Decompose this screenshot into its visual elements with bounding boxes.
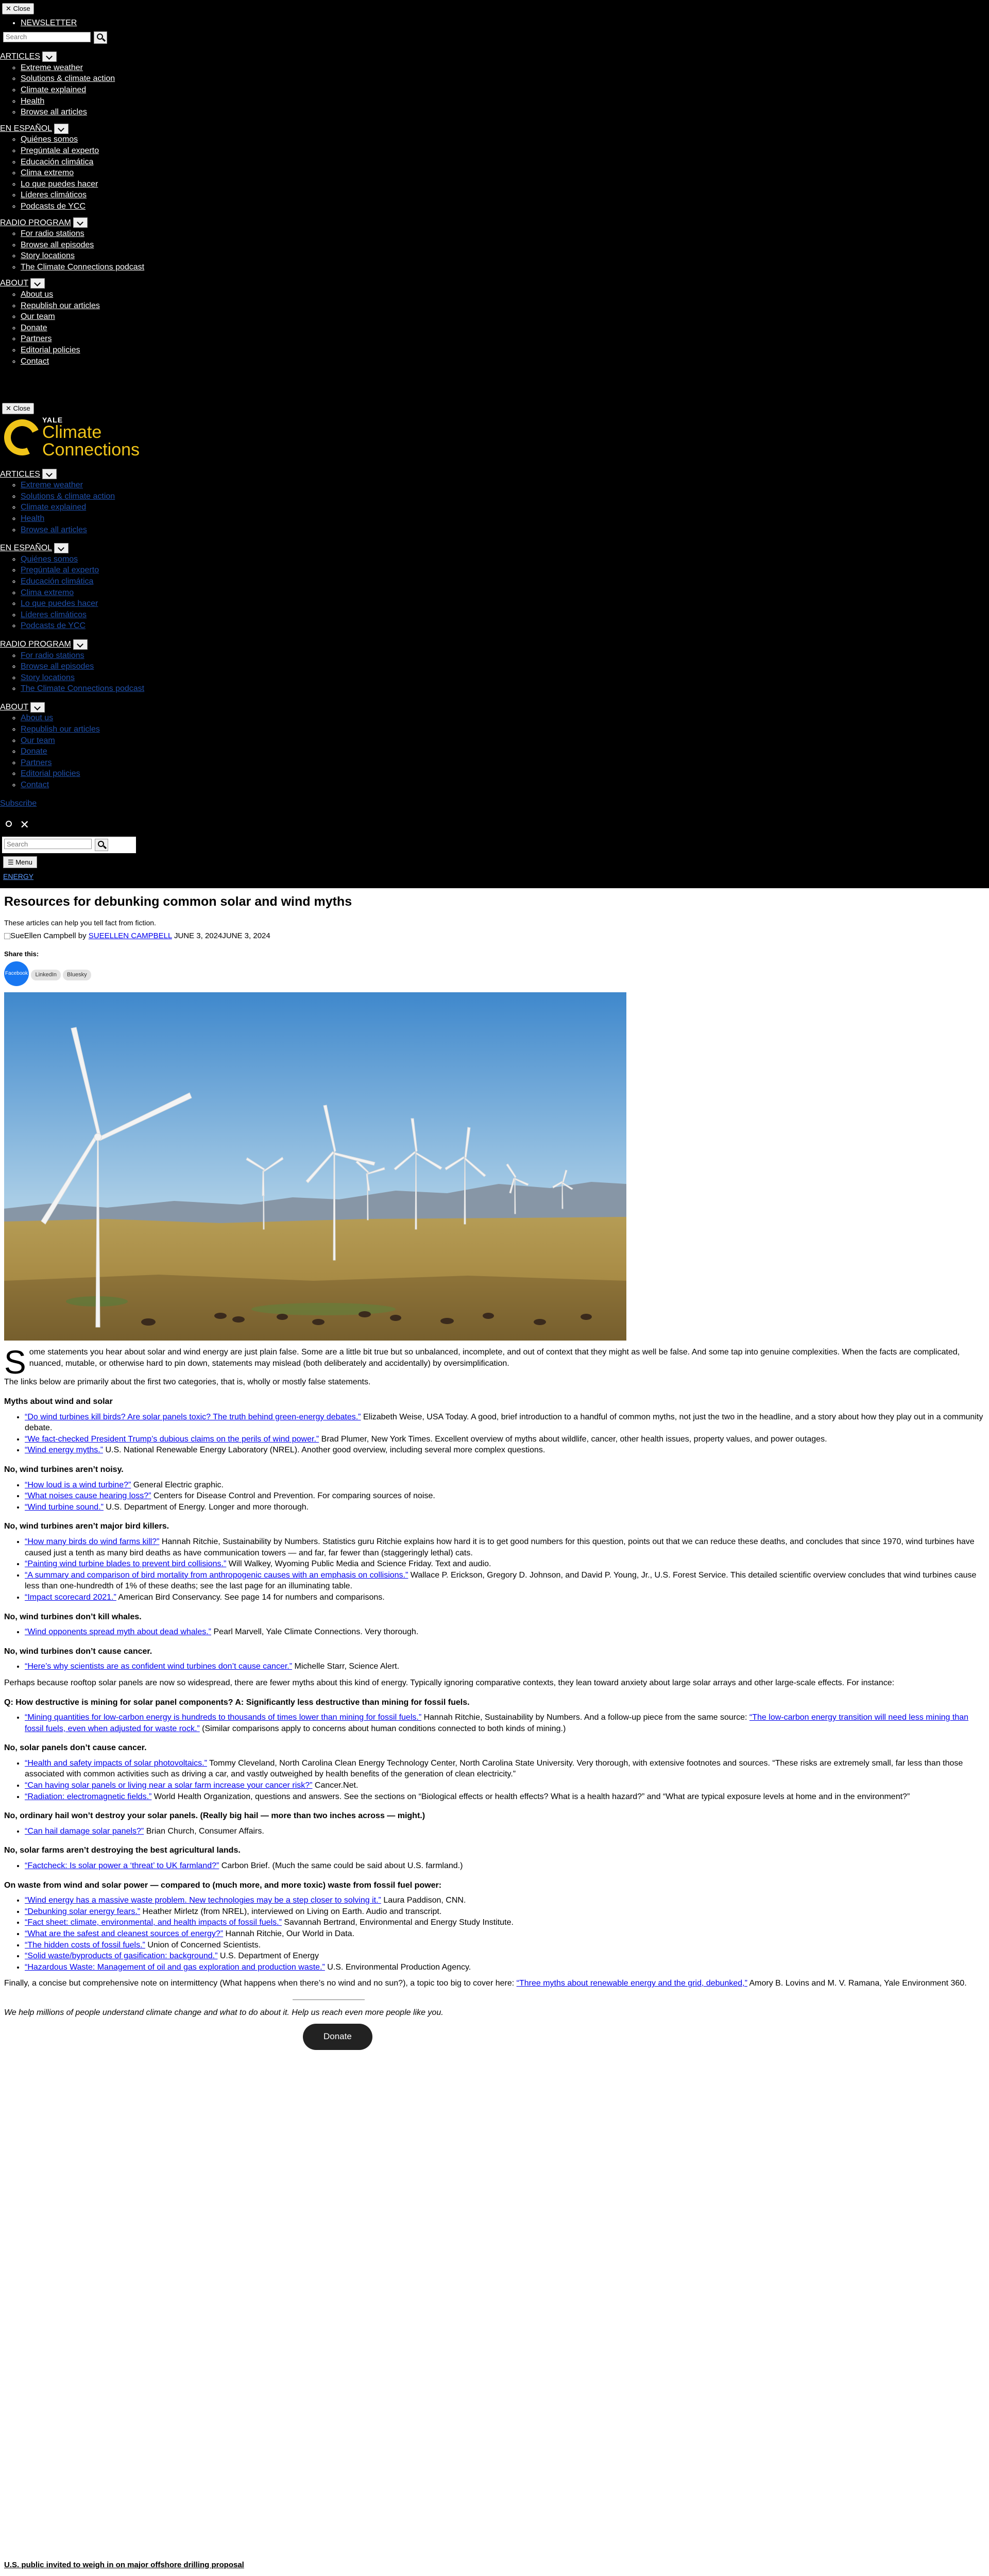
overlay-nav-articles (0, 51, 989, 118)
menu-item (21, 311, 989, 323)
resource-link[interactable]: “We fact-checked President Trump’s dubious claims on the perils of wind power.” (25, 1434, 319, 1444)
menu-item (21, 300, 989, 312)
menu-item-link[interactable]: Extreme weather (21, 63, 83, 72)
chevron-down-icon[interactable] (30, 278, 45, 289)
header-espanol-submenu (0, 554, 989, 632)
menu-item (21, 524, 989, 536)
share-linkedin-button[interactable]: LinkedIn (31, 970, 61, 980)
logo-line1: Climate (42, 422, 102, 442)
overlay-search-button[interactable] (94, 31, 107, 44)
menu-item-link[interactable]: Our team (21, 312, 55, 321)
category-row (3, 871, 986, 883)
overlay-search (3, 31, 986, 44)
facebook-label: Facebook (5, 971, 28, 977)
menu-item (21, 724, 989, 735)
menu-item-link[interactable]: Health (21, 96, 45, 106)
resource-description: American Bird Conservancy. See page 14 for numbers and comparisons. (116, 1592, 385, 1602)
list-item (25, 1928, 985, 1940)
resource-description: Heather Mirletz (from NREL), interviewed on Living on Earth. Audio and transcript. (140, 1907, 442, 1916)
resource-link[interactable]: “Can having solar panels or living near a solar farm increase your cancer risk?” (25, 1781, 313, 1790)
article (0, 893, 989, 2570)
menu-item (21, 620, 989, 632)
resource-description: U.S. Department of Energy (217, 1952, 319, 1961)
menu-item (21, 62, 989, 74)
resource-link[interactable]: “How loud is a wind turbine?” (25, 1480, 131, 1489)
menu-item (21, 107, 989, 118)
header-nav-espanol (0, 543, 989, 632)
menu-item (21, 145, 989, 157)
menu-item-link[interactable]: Lo que puedes hacer (21, 179, 98, 189)
menu-item-link[interactable]: The Climate Connections podcast (21, 262, 145, 272)
list-item (25, 1412, 985, 1434)
menu-item-link[interactable]: Educación climática (21, 157, 94, 166)
resource-list (4, 1895, 985, 1973)
section-heading: No, wind turbines aren’t major bird killers. (4, 1522, 169, 1531)
menu-item (21, 661, 989, 672)
resource-link[interactable]: “Fact sheet: climate, environmental, and health impacts of fossil fuels.” (25, 1918, 282, 1927)
header-menu-button[interactable]: ☰ Menu (3, 856, 986, 869)
resource-list (4, 1860, 985, 1872)
resource-link[interactable]: “Wind turbine sound.” (25, 1502, 104, 1512)
donate-button[interactable]: Donate (303, 2024, 372, 2050)
site-logo[interactable] (0, 414, 989, 461)
section-heading: No, solar panels don’t cause cancer. (4, 1743, 147, 1753)
menu-item-link[interactable]: Solutions & climate action (21, 74, 115, 83)
menu-item (21, 746, 989, 757)
resource-description: Savannah Bertrand, Environmental and Energy Study Institute. (281, 1918, 514, 1927)
chevron-down-icon[interactable] (30, 702, 45, 713)
menu-item (21, 157, 989, 168)
menu-item-link[interactable]: Quiénes somos (21, 135, 78, 144)
menu-item (21, 323, 989, 334)
menu-label: Menu (15, 858, 32, 866)
menu-item-link[interactable]: For radio stations (21, 229, 84, 239)
menu-item (21, 779, 989, 791)
chevron-down-icon[interactable] (73, 639, 88, 650)
header-search (2, 837, 136, 853)
menu-item (21, 513, 989, 524)
menu-item-link[interactable]: Donate (21, 747, 47, 756)
resource-link[interactable]: “Solid waste/byproducts of gasification: background.” (25, 1952, 218, 1961)
resource-link[interactable]: “A summary and comparison of bird mortality from anthropogenic causes with an emphasis on collisions.” (25, 1570, 408, 1580)
menu-item-link[interactable]: Contact (21, 781, 49, 790)
search-icon (98, 841, 104, 847)
menu-item-link[interactable]: Our team (21, 736, 55, 745)
resource-description: U.S. National Renewable Energy Laboratory (NREL). Another good overview, including several more complex questions. (103, 1446, 545, 1455)
menu-item-link[interactable]: Donate (21, 323, 47, 332)
list-item (25, 1536, 985, 1558)
resource-description: Hannah Ritchie, Sustainability by Numbers. Statistics guru Ritchie explains how hard it is to get good numbers for this question, points out that we can reduce these deaths, and concludes that since 1970, wind turbines have caused just a tenth as many bird deaths as have communication towers — and far, far fewer than (staggeringly lethal) cats. (25, 1537, 975, 1557)
menu-item (21, 262, 989, 273)
menu-item-link[interactable]: Clima extremo (21, 588, 74, 597)
list-item (25, 1860, 985, 1872)
list-item (25, 1626, 985, 1638)
menu-item-link[interactable]: Lo que puedes hacer (21, 599, 98, 608)
header-espanol-link[interactable]: EN ESPAÑOL (0, 544, 53, 553)
resource-description: Hannah Ritchie, Sustainability by Numbers. And a follow-up piece from the same source: (421, 1713, 749, 1722)
intro-paragraph-2: The links below are primarily about the first two categories, that is, wholly or mostly false statements. (4, 1378, 371, 1387)
menu-item-link[interactable]: Podcasts de YCC (21, 201, 86, 211)
menu-item-link[interactable]: Podcasts de YCC (21, 621, 86, 631)
list-item (25, 1758, 985, 1780)
resource-link[interactable]: “Do wind turbines kill birds? Are solar panels toxic? The truth behind green-energy debates.” (25, 1412, 361, 1421)
menu-item (21, 491, 989, 502)
overlay-close-button[interactable]: ✕ Close (2, 3, 34, 14)
menu-item-link[interactable]: Clima extremo (21, 168, 74, 178)
header-articles-link[interactable]: ARTICLES (0, 469, 40, 479)
resource-link[interactable]: “What are the safest and cleanest sources of energy?” (25, 1929, 224, 1938)
resource-description: Brad Plumer, New York Times. Excellent overview of myths about wildlife, cancer, other health issues, property values, and power outages. (319, 1434, 827, 1444)
resource-link[interactable]: “What noises cause hearing loss?” (25, 1492, 151, 1501)
list-item (25, 1780, 985, 1791)
header-close-button[interactable]: ✕ Close (2, 403, 34, 414)
menu-item-link[interactable]: Partners (21, 334, 52, 344)
overlay-nav-blank-1 (0, 374, 989, 385)
menu-item (21, 84, 989, 96)
resource-description: Carbon Brief. (Much the same could be said about U.S. farmland.) (219, 1861, 463, 1871)
menu-item (21, 757, 989, 769)
menu-item-link[interactable]: Health (21, 514, 45, 523)
header-subscribe-link[interactable]: Subscribe (0, 799, 37, 808)
menu-item-link[interactable]: Líderes climáticos (21, 610, 87, 619)
list-item (25, 1940, 985, 1951)
header-search-toggle[interactable] (3, 819, 14, 831)
menu-item-link[interactable]: Story locations (21, 673, 75, 682)
overlay-search-input[interactable] (3, 32, 91, 42)
resource-link[interactable]: “Factcheck: Is solar power a ‘threat’ to UK farmland?” (25, 1861, 219, 1871)
menu-item (21, 179, 989, 190)
menu-item (21, 587, 989, 599)
resource-link[interactable]: “Wind opponents spread myth about dead whales.” (25, 1628, 211, 1637)
share-facebook-button[interactable] (4, 961, 29, 986)
final-text: Finally, a concise but comprehensive note on intermittency (What happens when there’s no wind and no sun?), a topic too big to cover here: (4, 1979, 517, 1988)
menu-item-link[interactable]: Browse all articles (21, 525, 87, 534)
chevron-down-icon[interactable] (73, 217, 88, 228)
menu-item-link[interactable]: Contact (21, 357, 49, 366)
section-heading: Myths about wind and solar (4, 1397, 113, 1406)
article-dek: These articles can help you tell fact from fiction. (4, 918, 156, 927)
menu-item (21, 289, 989, 300)
resource-description: Will Walkey, Wyoming Public Media and Science Friday. Text and audio. (226, 1560, 491, 1569)
search-icon (6, 821, 12, 827)
menu-item (21, 333, 989, 345)
nav-radio-link[interactable]: RADIO PROGRAM (0, 218, 71, 227)
publish-date: JUNE 3, 2024 (174, 931, 223, 940)
list-item (25, 1480, 985, 1491)
resource-description: Tommy Cleveland, North Carolina Clean Energy Technology Center, North Carolina State University. Very thorough, with extensive footnotes and sources. “These risks are extremely small, far less than those associated with common activities such as driving a car, and vastly outweighed by health benefits of the generation of clean electricity.” (25, 1758, 963, 1779)
overlay-nav-radio (0, 217, 989, 273)
list-item (25, 1791, 985, 1803)
menu-item-link[interactable]: Partners (21, 758, 52, 767)
resource-link[interactable]: “Mining quantities for low-carbon energy is hundreds to thousands of times lower than mining for fossil fuels.” (25, 1713, 422, 1722)
resource-description: Hannah Ritchie, Our World in Data. (223, 1929, 355, 1938)
list-item (25, 1951, 985, 1962)
menu-item-link[interactable]: Educación climática (21, 577, 94, 586)
resource-description: Cancer.Net. (312, 1781, 359, 1790)
menu-item (21, 768, 989, 779)
resource-description: Pearl Marvell, Yale Climate Connections. Very thorough. (211, 1628, 419, 1637)
mining-list (4, 1712, 985, 1734)
header-nav-articles (0, 469, 989, 536)
menu-item (21, 609, 989, 621)
resource-description: Union of Concerned Scientists. (145, 1940, 261, 1950)
section-heading: No, ordinary hail won’t destroy your solar panels. (Really big hail — more than two inches across — might.) (4, 1811, 425, 1821)
author-link[interactable]: SUEELLEN CAMPBELL (88, 931, 172, 940)
resource-list (4, 1536, 985, 1603)
section-heading: No, wind turbines don’t cause cancer. (4, 1647, 152, 1656)
menu-item (21, 134, 989, 145)
author-avatar-alt: SueEllen Campbell (10, 931, 76, 940)
menu-item (21, 201, 989, 212)
close-icon[interactable]: ✕ (20, 818, 29, 832)
list-item (25, 1490, 985, 1502)
logo-line2: Connections (42, 439, 140, 460)
resource-description: Elizabeth Weise, USA Today. A good, brief introduction to a handful of common myths, not just the two in the headline, and a story about how they play out in a community debate. (25, 1412, 983, 1433)
resource-description: Michelle Starr, Science Alert. (292, 1662, 400, 1671)
menu-item-link[interactable]: For radio stations (21, 651, 84, 660)
chevron-down-icon[interactable] (54, 543, 69, 553)
resource-list (4, 1826, 985, 1837)
donation-appeal: We help millions of people understand climate change and what to do about it. Help us reach even more people like you. (4, 2008, 444, 2017)
sections-wind (4, 1396, 985, 1672)
resource-link[interactable]: “Painting wind turbine blades to prevent bird collisions.” (25, 1560, 227, 1569)
resource-description: Brian Church, Consumer Affairs. (144, 1826, 264, 1836)
menu-item-link[interactable]: Pregúntale al experto (21, 566, 99, 575)
menu-item-link[interactable]: About us (21, 714, 54, 723)
close-label: Close (13, 404, 30, 412)
resource-list (4, 1661, 985, 1672)
resource-description: (Similar comparisons apply to concerns about human conditions connected to both kinds of mining.) (199, 1724, 566, 1733)
resource-link[interactable]: “Can hail damage solar panels?” (25, 1826, 144, 1836)
menu-item-link[interactable]: Browse all episodes (21, 662, 94, 671)
overlay-menu (0, 0, 989, 400)
list-item (25, 1895, 985, 1906)
articles-submenu (0, 62, 989, 118)
header-articles-submenu (0, 480, 989, 535)
resource-link[interactable]: “Radiation: electromagnetic fields.” (25, 1792, 152, 1801)
resource-list (4, 1626, 985, 1638)
menu-item-link[interactable]: Solutions & climate action (21, 492, 115, 501)
section-heading: On waste from wind and solar power — compared to (much more, and more toxic) waste from fossil fuel power: (4, 1880, 442, 1890)
resource-link[interactable]: “Wind energy has a massive waste problem. New technologies may be a step closer to solving it.” (25, 1896, 381, 1905)
resource-link[interactable]: “Hazardous Waste: Management of oil and gas exploration and production waste.” (25, 1962, 325, 1972)
nav-about-link[interactable]: ABOUT (0, 279, 29, 288)
header-nav-extra (0, 798, 989, 809)
resource-list (4, 1412, 985, 1456)
menu-item-link[interactable]: Browse all articles (21, 108, 87, 117)
nav-espanol-link[interactable]: EN ESPAÑOL (0, 124, 53, 133)
share-buttons (4, 961, 985, 986)
list-item (25, 1558, 985, 1570)
divider (293, 1999, 365, 2000)
byline (4, 931, 985, 941)
share-label: Share this: (4, 950, 39, 958)
menu-item (21, 96, 989, 107)
resource-description: World Health Organization, questions and answers. See the sections on “Biological effects or health effects? What is a health hazard?” and “What are typical exposure levels at home and in the environment?” (151, 1792, 910, 1801)
chevron-down-icon[interactable] (42, 469, 57, 479)
related-story (4, 2560, 985, 2570)
menu-item (21, 167, 989, 179)
chevron-down-icon[interactable] (54, 124, 69, 134)
hero-image-wind-farm (4, 992, 626, 1341)
menu-item (21, 250, 989, 262)
search-icon (97, 33, 103, 40)
menu-item-link[interactable]: Browse all episodes (21, 240, 94, 249)
header-tools (3, 817, 986, 833)
header-about-link[interactable]: ABOUT (0, 702, 29, 711)
menu-item (21, 480, 989, 491)
list-item (25, 1661, 985, 1672)
final-paragraph (4, 1978, 985, 1989)
header-nav (0, 465, 989, 814)
overlay-nav-espanol (0, 123, 989, 212)
menu-item-link[interactable]: Líderes climáticos (21, 191, 87, 200)
overlay-nav-about (0, 278, 989, 367)
close-label: Close (13, 5, 30, 12)
dropcap: S (4, 1344, 26, 1381)
menu-item-link[interactable]: Climate explained (21, 85, 87, 94)
sections-solar (4, 1742, 985, 1973)
menu-item-link[interactable]: Editorial policies (21, 769, 80, 778)
menu-item-link[interactable]: Story locations (21, 251, 75, 261)
resource-description: Centers for Disease Control and Prevention. For comparing sources of noise. (151, 1492, 435, 1501)
menu-item-link[interactable]: Climate explained (21, 503, 87, 512)
intro-text: ome statements you hear about solar and wind energy are just plain false. Some are a little bit true but so unbalanced, incomplete, and out of context that they might as well be false. And some tap into genuine complexities. When the facts are complicated, nuanced, mutable, or otherwise hard to pin down, statements may mislead (both deliberately and accidentally) by oversimplification. (29, 1348, 960, 1368)
menu-item (21, 190, 989, 201)
list-item (25, 1502, 985, 1513)
resource-link[interactable]: “Here’s why scientists are as confident wind turbines don’t cause cancer.” (25, 1662, 293, 1671)
intro-paragraph (4, 1344, 985, 1381)
menu-item-link[interactable]: Pregúntale al experto (21, 146, 99, 155)
header-about-submenu (0, 713, 989, 790)
menu-item-link[interactable]: Quiénes somos (21, 554, 78, 564)
resource-link[interactable]: “The low-carbon energy transition will need less mining than fossil fuels, even when adjusted for waste rock.” (25, 1713, 969, 1733)
resource-description: U.S. Environmental Production Agency. (325, 1962, 471, 1972)
menu-item (21, 565, 989, 576)
update-date: JUNE 3, 2024 (222, 931, 270, 940)
menu-item (21, 576, 989, 587)
menu-item (21, 672, 989, 684)
list-item (25, 1445, 985, 1456)
menu-item (21, 502, 989, 513)
menu-item (21, 713, 989, 724)
menu-item (21, 735, 989, 747)
resource-list (4, 1758, 985, 1802)
resource-description: U.S. Department of Energy. Longer and more thorough. (103, 1502, 309, 1512)
list-item (25, 1917, 985, 1928)
resource-description: Wallace P. Erickson, Gregory D. Johnson, and David P. Young, Jr., U.S. Forest Service. This detailed scientific overview concludes that wind turbines cause less than one-hundredth of 1% of these deaths; see the last page for an illuminating table. (25, 1570, 977, 1591)
resource-link[interactable]: “Impact scorecard 2021.” (25, 1592, 116, 1602)
list-item (25, 1826, 985, 1837)
menu-item-link[interactable]: Republish our articles (21, 725, 100, 734)
logo-yale: YALE (42, 415, 63, 424)
resource-description: Laura Paddison, CNN. (381, 1896, 466, 1905)
resource-link[interactable]: “Wind energy myths.” (25, 1446, 104, 1455)
radio-submenu (0, 228, 989, 273)
menu-item-link[interactable]: About us (21, 290, 54, 299)
menu-item (21, 650, 989, 662)
resource-link[interactable]: “Debunking solar energy fears.” (25, 1907, 141, 1916)
solar-paragraph: Perhaps because rooftop solar panels are now so widespread, there are fewer myths about this kind of energy. Typically ignoring comparative contexts, they lean toward anxiety about large solar arrays and other large-scale effects. For instance: (4, 1678, 895, 1687)
final-source: Amory B. Lovins and M. V. Ramana, Yale Environment 360. (747, 1979, 967, 1988)
menu-item (21, 554, 989, 565)
list-item (25, 1962, 985, 1973)
category-link[interactable]: ENERGY (3, 872, 34, 881)
logo-c-icon (0, 414, 45, 461)
list-item (25, 1570, 985, 1592)
espanol-submenu (0, 134, 989, 212)
list-item (25, 1592, 985, 1603)
logo-wordmark (42, 416, 140, 459)
menu-item (21, 683, 989, 694)
chevron-down-icon[interactable] (42, 52, 57, 62)
resource-list (4, 1480, 985, 1513)
menu-item (21, 356, 989, 367)
header-radio-link[interactable]: RADIO PROGRAM (0, 639, 71, 649)
menu-item-link[interactable]: Republish our articles (21, 301, 100, 310)
site-header (0, 400, 989, 888)
header-nav-radio (0, 639, 989, 694)
resource-description: General Electric graphic. (131, 1480, 224, 1489)
newsletter-link[interactable]: NEWSLETTER (21, 18, 77, 27)
menu-item-link[interactable]: Extreme weather (21, 481, 83, 490)
final-link[interactable]: “Three myths about renewable energy and the grid, debunked,” (516, 1979, 747, 1988)
resource-link[interactable]: “How many birds do wind farms kill?” (25, 1537, 160, 1546)
list-item (25, 1906, 985, 1918)
section-heading: No, wind turbines aren’t noisy. (4, 1465, 124, 1474)
resource-link[interactable]: “Health and safety impacts of solar photovoltaics.” (25, 1758, 207, 1768)
header-nav-about (0, 702, 989, 791)
list-item (25, 1434, 985, 1445)
header-search-input[interactable] (4, 839, 92, 849)
header-radio-submenu (0, 650, 989, 694)
nav-articles-link[interactable]: ARTICLES (0, 52, 40, 61)
header-search-button[interactable] (95, 839, 108, 851)
menu-item (21, 228, 989, 240)
author-avatar (4, 933, 10, 939)
menu-item (21, 73, 989, 84)
section-heading: No, solar farms aren’t destroying the best agricultural lands. (4, 1846, 241, 1855)
menu-item-link[interactable]: Editorial policies (21, 346, 80, 355)
related-story-link[interactable]: U.S. public invited to weigh in on major offshore drilling proposal (4, 2560, 244, 2569)
about-submenu (0, 289, 989, 367)
menu-item-link[interactable]: The Climate Connections podcast (21, 684, 145, 693)
menu-item (21, 345, 989, 356)
byline-by: by (78, 931, 87, 940)
section-heading: No, wind turbines don’t kill whales. (4, 1612, 142, 1621)
share-bluesky-button[interactable]: Bluesky (63, 970, 91, 980)
article-title: Resources for debunking common solar and wind myths (4, 894, 352, 909)
menu-item (21, 240, 989, 251)
overlay-nav (0, 47, 989, 405)
resource-link[interactable]: “The hidden costs of fossil fuels.” (25, 1940, 145, 1950)
menu-item (21, 598, 989, 609)
list-item (25, 1712, 985, 1734)
mining-question-heading: Q: How destructive is mining for solar panel components? A: Significantly less destructive than mining for fossil fuels. (4, 1698, 470, 1707)
